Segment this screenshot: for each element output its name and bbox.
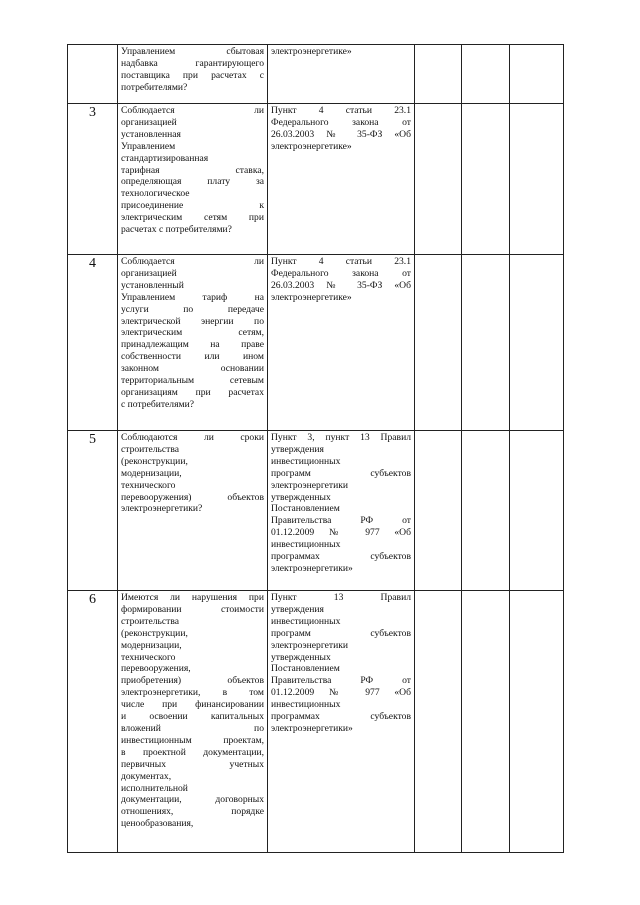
reference-cell — [268, 431, 415, 591]
document-page — [67, 44, 563, 853]
empty-cell — [462, 591, 510, 853]
empty-cell — [510, 45, 564, 104]
question-line: строительства — [121, 443, 180, 455]
empty-cell — [415, 45, 462, 104]
question-line: формировании стоимости — [121, 603, 264, 615]
row-number: 6 — [68, 591, 118, 853]
empty-cell — [510, 104, 564, 255]
empty-cell — [415, 255, 462, 431]
question-line: Управлением сбытовая — [121, 46, 264, 57]
reference-cell — [268, 45, 415, 104]
question-line: Соблюдаются ли сроки — [121, 432, 264, 443]
empty-cell — [415, 104, 462, 255]
question-line: электроэнергетики, в том — [121, 687, 264, 699]
question-line: технического — [121, 479, 176, 491]
reference-line: инвестиционных — [271, 615, 341, 627]
empty-cell — [462, 45, 510, 104]
reference-line: инвестиционных — [271, 455, 341, 467]
question-line: технического — [121, 651, 176, 663]
row-number: 4 — [68, 255, 118, 431]
question-line: поставщика при расчетах с — [121, 69, 264, 81]
question-line: установленный — [121, 279, 184, 291]
question-line: тарифная ставка, — [121, 164, 264, 176]
reference-line: утвержденных — [271, 651, 331, 663]
reference-line: Пункт 3, пункт 13 Правил — [271, 432, 411, 443]
reference-line: Федерального закона от — [271, 116, 411, 128]
empty-cell — [462, 431, 510, 591]
reference-line: 26.03.2003 № 35-ФЗ «Об — [271, 279, 411, 291]
reference-line: программ субъектов — [271, 467, 411, 479]
reference-line: электроэнергетики» — [271, 562, 353, 574]
question-line: Имеются ли нарушения при — [121, 592, 264, 603]
table-row — [68, 255, 564, 431]
question-line: с потребителями? — [121, 398, 194, 410]
question-line: потребителями? — [121, 81, 188, 93]
row-number — [68, 45, 118, 104]
question-line: принадлежащим на праве — [121, 339, 264, 351]
reference-line: утверждения — [271, 603, 324, 615]
question-line: инвестиционным проектам, — [121, 734, 264, 746]
reference-line: электроэнергетике» — [271, 291, 352, 303]
question-line: перевооружения, — [121, 663, 191, 675]
empty-cell — [510, 255, 564, 431]
question-line: законном основании — [121, 363, 264, 375]
question-line: установленная — [121, 128, 181, 140]
reference-line: программах субъектов — [271, 551, 411, 563]
empty-cell — [510, 591, 564, 853]
reference-cell — [268, 104, 415, 255]
question-line: услуги по передаче — [121, 303, 264, 315]
question-line: документации, договорных — [121, 794, 264, 806]
reference-line: Постановлением — [271, 663, 340, 675]
question-line: Управлением тариф на — [121, 291, 264, 303]
empty-cell — [415, 431, 462, 591]
question-line: приобретения) объектов — [121, 675, 264, 687]
reference-line: Пункт 4 статьи 23.1 — [271, 256, 411, 267]
question-line: отношениях, порядке — [121, 806, 264, 818]
question-line: исполнительной — [121, 782, 188, 794]
table-row — [68, 591, 564, 853]
question-line: строительства — [121, 615, 180, 627]
empty-cell — [462, 104, 510, 255]
reference-line: утверждения — [271, 443, 324, 455]
reference-line: Правительства РФ от — [271, 675, 411, 687]
question-line: в проектной документации, — [121, 746, 264, 758]
question-line: электроэнергетики? — [121, 503, 203, 515]
question-line: перевооружения) объектов — [121, 491, 264, 503]
question-line: стандартизированная — [121, 152, 209, 164]
question-line: и освоении капитальных — [121, 711, 264, 723]
row-number: 5 — [68, 431, 118, 591]
reference-line: утвержденных — [271, 491, 331, 503]
question-cell — [118, 45, 268, 104]
question-line: организацией — [121, 116, 177, 128]
question-line: технологическое — [121, 188, 190, 200]
question-line: организацией — [121, 267, 177, 279]
question-line: модернизации, — [121, 639, 182, 651]
reference-line: Пункт 4 статьи 23.1 — [271, 105, 411, 116]
row-number: 3 — [68, 104, 118, 255]
question-cell — [118, 591, 268, 853]
reference-line: инвестиционных — [271, 699, 341, 711]
question-cell — [118, 104, 268, 255]
question-line: территориальным сетевым — [121, 375, 264, 387]
reference-cell — [268, 591, 415, 853]
question-line: (реконструкции, — [121, 627, 188, 639]
question-line: электрическим сетям, — [121, 327, 264, 339]
question-line: электрической энергии по — [121, 315, 264, 327]
empty-cell — [415, 591, 462, 853]
reference-line: электроэнергетики» — [271, 722, 353, 734]
reference-line: электроэнергетики — [271, 639, 349, 651]
reference-line: 01.12.2009 № 977 «Об — [271, 687, 411, 699]
empty-cell — [462, 255, 510, 431]
question-line: числе при финансировании — [121, 699, 264, 711]
question-cell — [118, 255, 268, 431]
question-line: организациям при расчетах — [121, 386, 264, 398]
reference-line: Постановлением — [271, 503, 340, 515]
table-row — [68, 431, 564, 591]
question-line: надбавка гарантирующего — [121, 57, 264, 69]
reference-cell — [268, 255, 415, 431]
reference-line: программах субъектов — [271, 711, 411, 723]
question-line: первичных учетных — [121, 758, 264, 770]
reference-line: Правительства РФ от — [271, 515, 411, 527]
question-line: вложений по — [121, 722, 264, 734]
reference-line: электроэнергетики — [271, 479, 349, 491]
question-line: ценообразования, — [121, 818, 194, 830]
question-line: собственности или ином — [121, 351, 264, 363]
reference-line: программ субъектов — [271, 627, 411, 639]
reference-line: Пункт 13 Правил — [271, 592, 411, 603]
table-row — [68, 45, 564, 104]
reference-line: электроэнергетике» — [271, 140, 352, 152]
empty-cell — [510, 431, 564, 591]
question-line: Управлением — [121, 140, 176, 152]
question-line: Соблюдается ли — [121, 256, 264, 267]
question-line: документах, — [121, 770, 172, 782]
reference-line: 01.12.2009 № 977 «Об — [271, 527, 411, 539]
checklist-body — [68, 45, 564, 853]
question-line: расчетах с потребителями? — [121, 224, 232, 236]
checklist-table — [67, 44, 564, 853]
reference-line: инвестиционных — [271, 539, 341, 551]
question-line: модернизации, — [121, 467, 182, 479]
question-line: определяющая плату за — [121, 176, 264, 188]
question-line: присоединение к — [121, 200, 264, 212]
question-line: Соблюдается ли — [121, 105, 264, 116]
reference-line: Федерального закона от — [271, 267, 411, 279]
question-cell — [118, 431, 268, 591]
reference-line: электроэнергетике» — [271, 46, 352, 57]
reference-line: 26.03.2003 № 35-ФЗ «Об — [271, 128, 411, 140]
question-line: электрическим сетям при — [121, 212, 264, 224]
question-line: (реконструкции, — [121, 455, 188, 467]
table-row — [68, 104, 564, 255]
